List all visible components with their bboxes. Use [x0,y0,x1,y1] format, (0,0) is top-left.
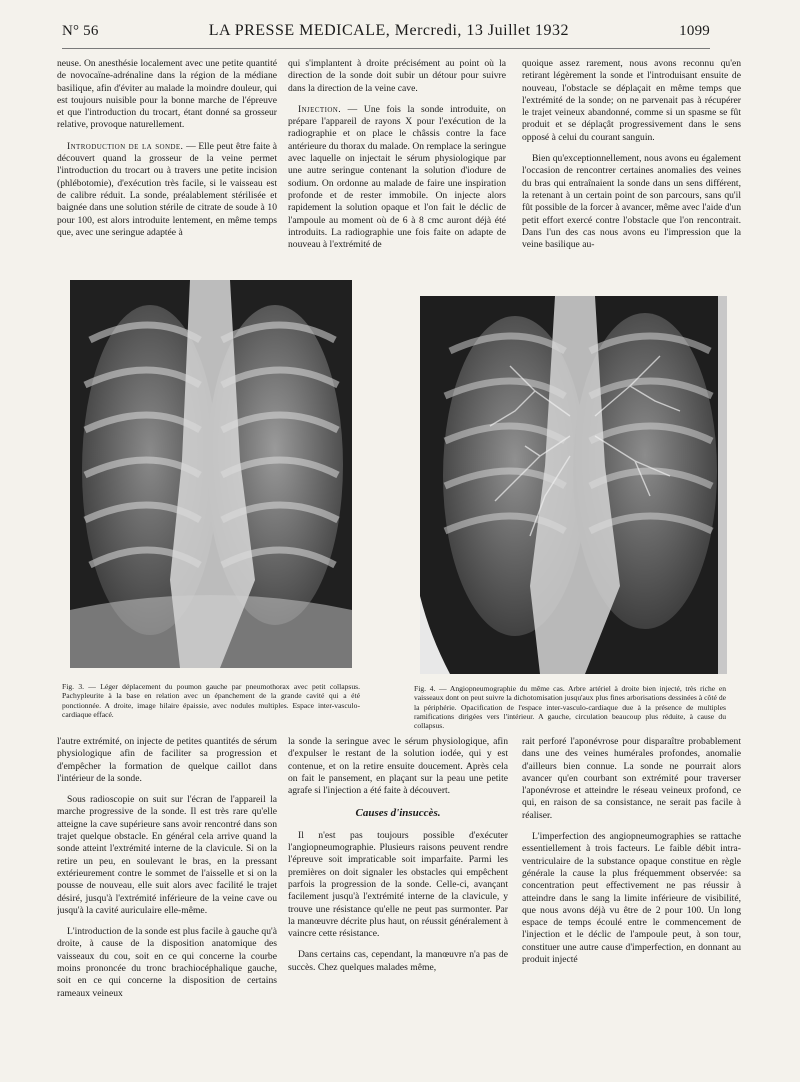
paragraph: l'autre extrémité, on injecte de petites quantités de sérum physiologique afin de faciliter sa progression et d'empêcher la formation de quelque caillot dans l'intérieur de la sonde. [57,736,277,784]
column-4 [57,736,277,1076]
journal-title: LA PRESSE MEDICALE, [208,22,391,39]
paragraph: L'introduction de la sonde est plus facile à gauche qu'à droite, à cause de la disposition anatomique des vaisseaux du cou, soit en ce qui concerne la courbe moins prononcée du tronc brachiocéphalique gauche, soit en ce qui concerne la disposition de certains rameaux veineux [57,926,277,999]
column-6 [522,736,741,1076]
angiopneumography-image [420,296,727,674]
paragraph-introduction-sonde [57,141,277,239]
issue-date: Mercredi, 13 Juillet 1932 [394,22,570,39]
chest-xray-image [70,280,352,668]
paragraph-heading: Injection. [298,103,342,115]
column-5 [288,736,508,1076]
figure-3-caption: Fig. 3. — Léger déplacement du poumon gauche par pneumothorax avec petit collapsus. Pachypleurite à la base en relation avec un épanchement de la grande cavité qui a été ponctionnée. A droite, image hilaire épaissie, avec nodules multiples. Espace inter-vasculo-cardiaque effacé. [62,682,360,719]
paragraph: qui s'implantent à droite précisément au point où la direction de la sonde doit subir un détour pour suivre dans la direction de la veine cave. [288,58,506,94]
column-2 [288,58,506,283]
figure-3-radiograph [70,280,352,668]
figure-4-caption: Fig. 4. — Angiopneumographie du même cas. Arbre artériel à droite bien injecté, très riche en vaisseaux dont on peut suivre la dichotomisation jusqu'aux plus fines arborisations dessinées à côté de la périphérie. Opacification de l'espace inter-vasculo-cardiaque due à la présence de multiples ramifications dirigées vers l'intérieur. A gauche, circulation beaucoup plus réduite, à cause du collapsus. [414,684,726,731]
running-header [62,22,710,49]
paragraph: quoique assez rarement, nous avons reconnu qu'en retirant légèrement la sonde et l'introduisant ensuite de nouveau, l'obstacle se déplaçait en même temps que l'extrémité de la sonde; on ne parvenait pas à récupérer le trajet veineux abandonné, comme si un spasme se fût produit et se déplaçât progressivement dans le sens opposé à celui du courant sanguin. [522,58,741,143]
paragraph-text: — Une fois la sonde introduite, on prépare l'appareil de rayons X pour l'exécution de la radiographie et on place le châssis contre la face antérieure du thorax du malade. On remplace la seringue avec laquelle on injectait le sérum physiologique par une autre seringue contenant la solution d'iodure de sodium. On ordonne au malade de faire une inspiration profonde et de rester immobile. On injecte alors rapidement la solution opaque et l'on fait le déclic de l'ampoule au moment où de 6 à 8 cmc auront déjà été introduits. La radiographie une fois faite on adapte de nouveau à l'extrémité de [288,103,506,251]
column-3 [522,58,741,283]
paragraph: Il n'est pas toujours possible d'exécuter l'angiopneumographie. Plusieurs raisons peuvent rendre l'épreuve soit impraticable soit imparfaite. Parmi les premières on doit signaler les obstacles qui empêchent parfois la progression de la sonde. Celle-ci, avançant facilement jusqu'à l'extrémité interne de la clavicule, y trouve une résistance qu'elle ne peut pas surmonter. Par la manœuvre décrite plus haut, on réussit généralement à vaincre cette résistance. [288,829,508,940]
figure-4-angiopneumograph [420,296,727,674]
paragraph: Dans certains cas, cependant, la manœuvre n'a pas de succès. Chez quelques malades même, [288,949,508,973]
paragraph-injection [288,104,506,252]
section-title: Causes d'insuccès. [355,807,441,820]
paragraph: L'imperfection des angiopneumographies se rattache essentiellement à trois facteurs. Le faible débit intra-ventriculaire de la substance opaque constitue en règle générale la cause la plus fréquemment observée: sa concentration peut effectivement ne pas réussir à atteindre dans le sang la limite inférieure de visibilité, que nous avons déjà vu être de 2 pour 100. Un long espace de temps écoulé entre le commencement de l'injection et le déclic de l'ampoule peut, à son tour, constituer une autre cause d'imperfection, en donnant au produit injecté [522,831,741,966]
paragraph: rait perforé l'aponévrose pour disparaître probablement dans une des veines humérales profondes, anomalie d'ailleurs bien connue. La sonde ne pourrait alors avancer qu'en courbant son extrémité pour traverser l'aponévrose et atteindre le réseau veineux profond, ce qui, en raison de sa consistance, ne serait pas facile à réaliser. [522,736,741,821]
paragraph: Sous radioscopie on suit sur l'écran de l'appareil la marche progressive de la sonde. Il est très rare qu'elle atteigne la cave supérieure sans avoir rencontré dans son trajet quelque obstacle. En général cela arrive quand la sonde atteint l'extrémité interne de la clavicule. Si on la retire un peu, en soulevant le bras, en la pressant extérieurement contre le sommet de l'aisselle et si on la pousse de nouveau, elle suit alors avec facilité le trajet désiré, jusqu'à l'extrémité inférieure de la veine cave ou jusqu'à la cavité auriculaire elle-même. [57,794,277,916]
paragraph-text: — Elle peut être faite à découvert quand la grosseur de la veine permet l'introduction du trocart ou à travers une petite incision (phlébotomie), d'exécution très facile, si le vaisseau est de calibre réduit. La sonde, préalablement stérilisée et baignée dans une solution stérile de citrate de soude à 10 pour 100, est alors introduite lentement, en même temps que, avec une seringue adaptée à [57,140,277,238]
paragraph-heading: Introduction de la sonde. [67,140,184,152]
page-number: N° 56 [62,23,99,39]
paragraph: la sonde la seringue avec le sérum physiologique, afin d'expulser le restant de la solution iodée, qui y est contenue, et on la retire ensuite doucement. Après cela on fait le pansement, en plaçant sur la peau une petite agrafe si l'injection a été faite à découvert. [288,736,508,797]
folio-number: 1099 [679,23,710,39]
column-1 [57,58,277,283]
journal-title-date [209,22,569,40]
paragraph: Bien qu'exceptionnellement, nous avons eu également l'occasion de rencontrer certaines anomalies des veines du bras qui entraînaient la sonde dans un sens différent, la retenant à un certain point de son parcours, sans qu'il fût possible de la forcer à avancer, même avec l'aide d'un petit effort exercé contre l'obstacle que l'on rencontrait. Dans l'un des cas nous avons eu l'impression que la veine basilique au- [522,153,741,251]
paragraph: neuse. On anesthésie localement avec une petite quantité de novocaïne-adrénaline dans la région de la médiane basilique, afin d'éviter au malade la moindre douleur, qui est toujours nuisible pour la bonne marche de l'épreuve et que l'introduction du trocart, étant donné sa grosseur relative, provoque naturellement. [57,58,277,131]
